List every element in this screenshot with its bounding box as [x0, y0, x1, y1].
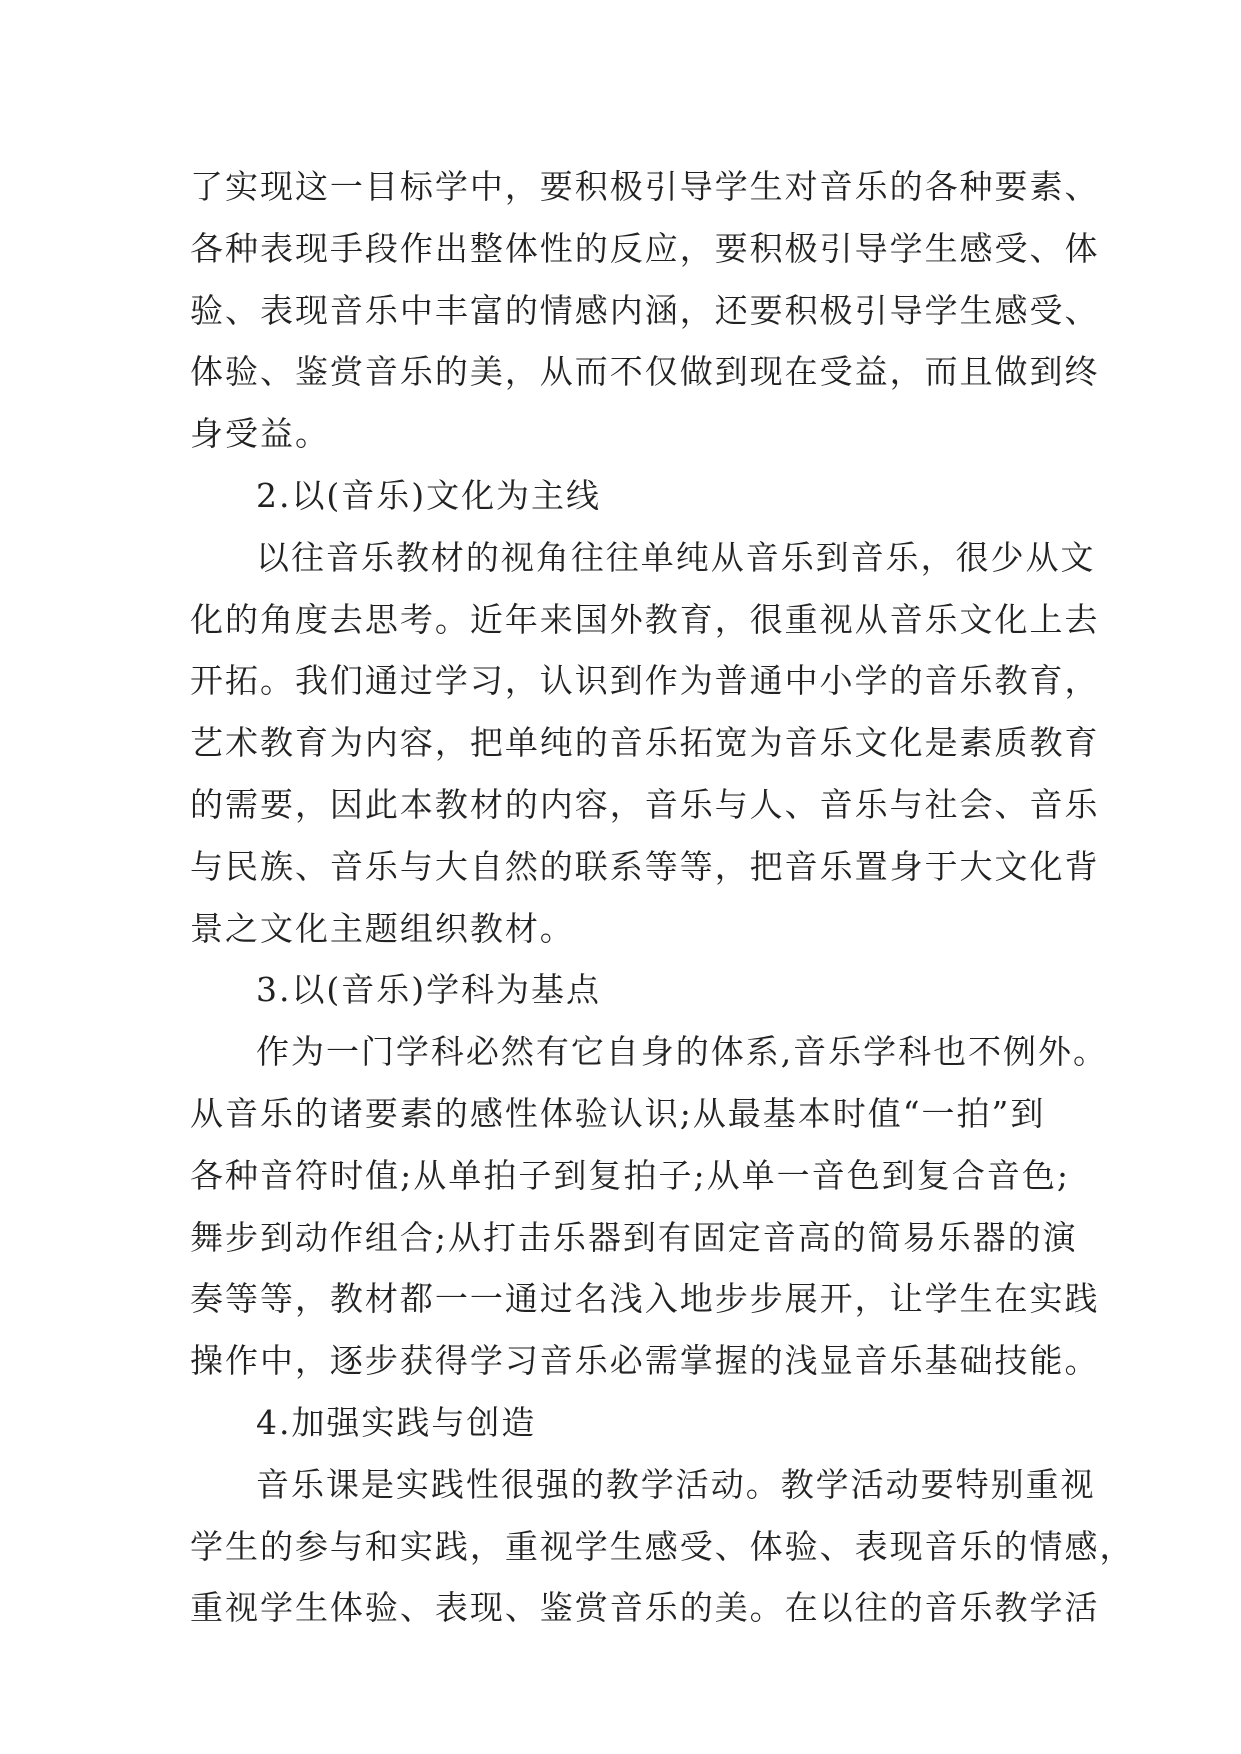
section-heading: 4.加强实践与创造	[256, 1402, 537, 1442]
paragraph-line: 操作中，逐步获得学习音乐必需掌握的浅显音乐基础技能。	[190, 1341, 1100, 1381]
document-body	[190, 156, 1135, 1639]
section-heading: 2.以(音乐)文化为主线	[256, 475, 601, 515]
paragraph-line: 从音乐的诸要素的感性体验认识;从最基本时值“一拍”到	[190, 1093, 1046, 1133]
paragraph-line: 舞步到动作组合;从打击乐器到有固定音高的简易乐器的演	[190, 1217, 1078, 1257]
paragraph-line: 开拓。我们通过学习，认识到作为普通中小学的音乐教育，	[190, 661, 1100, 701]
paragraph-line: 了实现这一目标学中，要积极引导学生对音乐的各种要素、	[190, 167, 1100, 206]
paragraph-line: 化的角度去思考。近年来国外教育，很重视从音乐文化上去	[190, 599, 1100, 639]
paragraph-line: 重视学生体验、表现、鉴赏音乐的美。在以往的音乐教学活	[190, 1588, 1100, 1628]
paragraph-line: 验、表现音乐中丰富的情感内涵，还要积极引导学生感受、	[190, 290, 1100, 330]
paragraph-line: 音乐课是实践性很强的教学活动。教学活动要特别重视	[256, 1464, 1096, 1504]
paragraph-line: 艺术教育为内容，把单纯的音乐拓宽为音乐文化是素质教育	[190, 723, 1100, 763]
section-heading: 3.以(音乐)学科为基点	[256, 970, 601, 1010]
paragraph-line: 以往音乐教材的视角往往单纯从音乐到音乐，很少从文	[256, 537, 1096, 577]
paragraph-line: 与民族、音乐与大自然的联系等等，把音乐置身于大文化背	[190, 846, 1100, 886]
paragraph-line: 景之文化主题组织教材。	[190, 908, 575, 948]
paragraph-line: 的需要，因此本教材的内容，音乐与人、音乐与社会、音乐	[190, 784, 1100, 824]
paragraph-line: 身受益。	[190, 414, 330, 454]
paragraph-line: 学生的参与和实践，重视学生感受、体验、表现音乐的情感，	[190, 1526, 1135, 1566]
paragraph-line: 体验、鉴赏音乐的美，从而不仅做到现在受益，而且做到终	[190, 352, 1100, 392]
paragraph-line: 奏等等，教材都一一通过名浅入地步步展开，让学生在实践	[190, 1279, 1100, 1319]
paragraph-line: 作为一门学科必然有它自身的体系,音乐学科也不例外。	[256, 1032, 1108, 1072]
paragraph-line: 各种表现手段作出整体性的反应，要积极引导学生感受、体	[190, 228, 1100, 268]
paragraph-line: 各种音符时值;从单拍子到复拍子;从单一音色到复合音色;	[190, 1155, 1070, 1195]
